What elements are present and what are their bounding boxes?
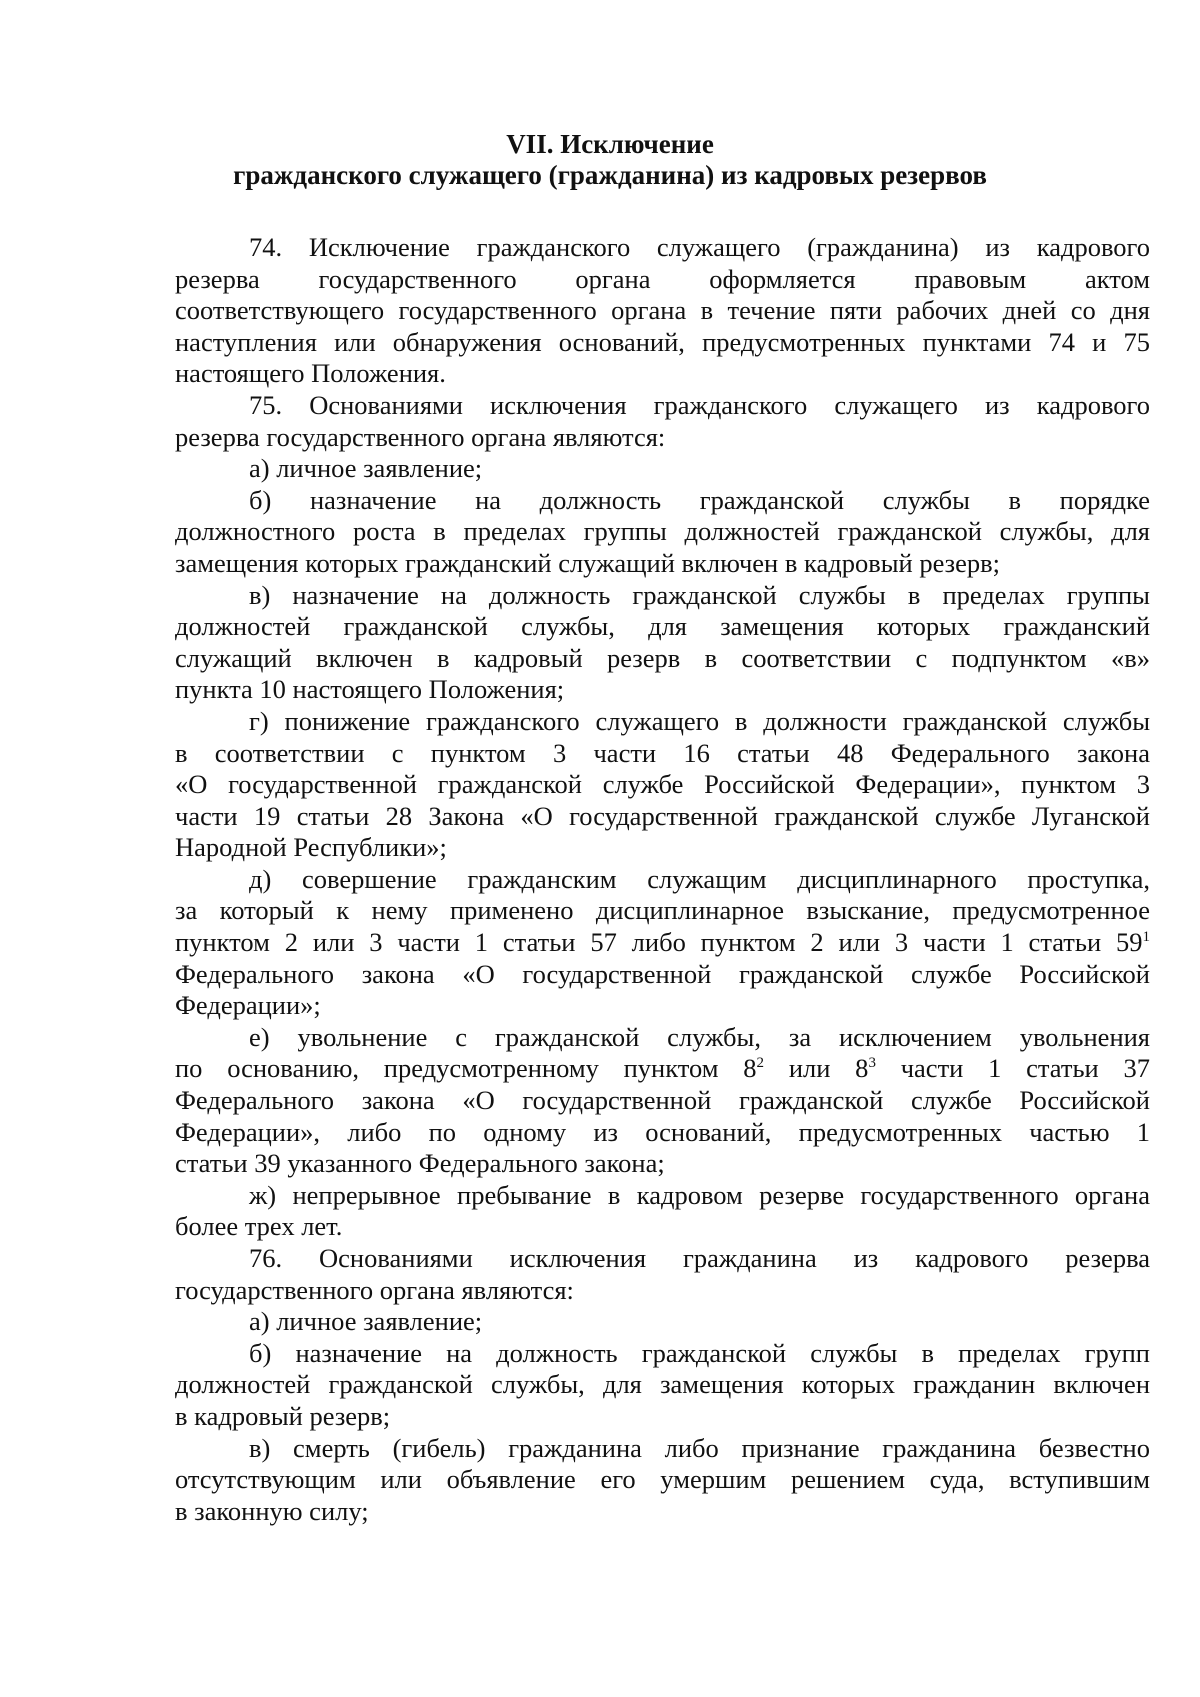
- text-line: б) назначение на должность гражданской службы в пределах групп: [249, 1337, 1150, 1368]
- text-segment: или 8: [764, 1053, 869, 1084]
- document-body: [175, 232, 1150, 1527]
- text-line: пункта 10 настоящего Положения;: [175, 674, 565, 705]
- text-line: 74. Исключение гражданского служащего (гражданина) из кадрового: [249, 232, 1150, 262]
- section-heading: [0, 129, 1200, 191]
- text-line: настоящего Положения.: [175, 358, 446, 389]
- text-line: отсутствующим или объявление его умершим решением суда, вступившим: [175, 1464, 1150, 1495]
- text-line: статьи 39 указанного Федерального закона;: [175, 1148, 665, 1179]
- text-segment: части 1 статьи 37: [875, 1053, 1150, 1084]
- text-line: 75. Основаниями исключения гражданского служащего из кадрового: [249, 389, 1150, 420]
- text-line: г) понижение гражданского служащего в должности гражданской службы: [249, 705, 1150, 736]
- heading-line-1: VII. Исключение: [506, 129, 714, 159]
- text-line: 76. Основаниями исключения гражданина из кадрового резерва: [249, 1243, 1150, 1273]
- paragraph-75: [175, 390, 1150, 1243]
- text-line: а) личное заявление;: [249, 1306, 483, 1337]
- text-line: в кадровый резерв;: [175, 1400, 391, 1431]
- text-line: резерва государственного органа являются:: [175, 421, 666, 452]
- text-line: в законную силу;: [175, 1495, 369, 1526]
- text-line: б) назначение на должность гражданской службы в порядке: [249, 484, 1150, 515]
- text-line: в соответствии с пунктом 3 части 16 статьи 48 Федерального закона: [175, 737, 1150, 768]
- text-line: за который к нему применено дисциплинарное взыскание, предусмотренное: [175, 895, 1150, 926]
- text-segment: пунктом 2 или 3 части 1 статьи 57 либо пунктом 2 или 3 части 1 статьи 59: [175, 927, 1143, 958]
- text-line: Федерации», либо по одному из оснований, предусмотренных частью 1: [175, 1116, 1150, 1147]
- text-line: «О государственной гражданской службе Российской Федерации», пунктом 3: [175, 769, 1150, 800]
- text-line: [175, 927, 1150, 959]
- paragraph-74: [175, 232, 1150, 390]
- superscript: 3: [868, 1055, 876, 1072]
- text-line: должностей гражданской службы, для замещения которых гражданский: [175, 611, 1150, 642]
- text-line: Федерального закона «О государственной гражданской службе Российской: [175, 1085, 1150, 1116]
- text-line: замещения которых гражданский служащий включен в кадровый резерв;: [175, 547, 1001, 578]
- text-line: Федерации»;: [175, 990, 321, 1021]
- text-segment: по основанию, предусмотренному пунктом 8: [175, 1053, 757, 1084]
- text-line: в) смерть (гибель) гражданина либо признание гражданина безвестно: [249, 1432, 1150, 1463]
- text-line: соответствующего государственного органа в течение пяти рабочих дней со дня: [175, 295, 1150, 326]
- paragraph-76: [175, 1243, 1150, 1527]
- text-line: должностного роста в пределах группы должностей гражданской службы, для: [175, 516, 1150, 547]
- text-line: части 19 статьи 28 Закона «О государственной гражданской службе Луганской: [175, 800, 1150, 831]
- text-line: [175, 1053, 1150, 1085]
- text-line: государственного органа являются:: [175, 1274, 574, 1305]
- heading-line-2: гражданского служащего (гражданина) из кадровых резервов: [233, 160, 987, 190]
- text-line: а) личное заявление;: [249, 453, 483, 484]
- superscript: 1: [1142, 929, 1150, 946]
- superscript: 2: [756, 1055, 765, 1072]
- text-line: Народной Республики»;: [175, 832, 447, 863]
- text-line: Федерального закона «О государственной гражданской службе Российской: [175, 958, 1150, 989]
- text-line: в) назначение на должность гражданской службы в пределах группы: [249, 579, 1150, 610]
- text-line: должностей гражданской службы, для замещения которых гражданин включен: [175, 1369, 1150, 1400]
- text-line: е) увольнение с гражданской службы, за исключением увольнения: [249, 1021, 1150, 1052]
- text-line: наступления или обнаружения оснований, предусмотренных пунктами 74 и 75: [175, 326, 1150, 357]
- text-line: д) совершение гражданским служащим дисциплинарного проступка,: [249, 863, 1150, 894]
- text-line: резерва государственного органа оформляется правовым актом: [175, 263, 1150, 294]
- text-line: более трех лет.: [175, 1211, 343, 1242]
- text-line: служащий включен в кадровый резерв в соответствии с подпунктом «в»: [175, 642, 1150, 673]
- text-line: ж) непрерывное пребывание в кадровом резерве государственного органа: [249, 1179, 1150, 1210]
